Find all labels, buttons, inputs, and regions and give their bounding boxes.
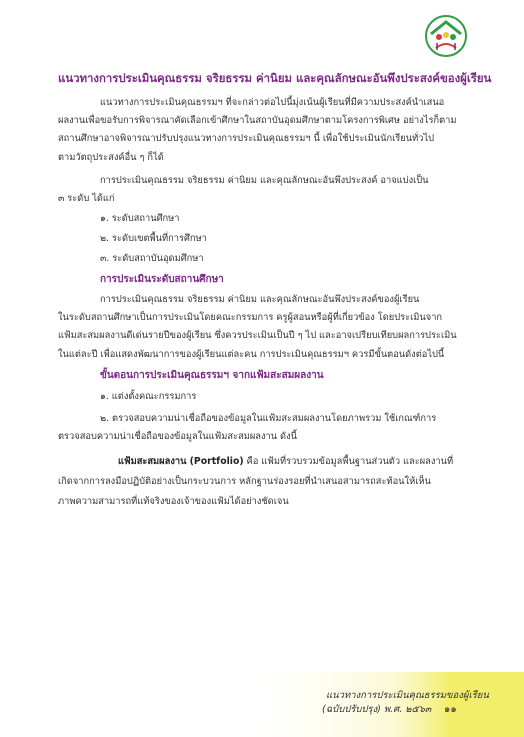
level-item: ๓. ระดับสถาบันอุดมศึกษา <box>100 253 204 264</box>
level-item: ๑. ระดับสถานศึกษา <box>100 213 180 224</box>
section1-line: ในระดับสถานศึกษาเป็นการประเมินโดยคณะกรรมการ ครูผู้สอนหรือผู้ที่เกี่ยวข้อง โดยประเมินจาก <box>58 312 443 323</box>
portfolio-term: แฟ้มสะสมผลงาน (Portfolio) <box>118 456 244 467</box>
page-title: แนวทางการประเมินคุณธรรม จริยธรรม ค่านิยม และคุณลักษณะอันพึงประสงค์ของผู้เรียน <box>58 71 492 85</box>
section-heading: ขั้นตอนการประเมินคุณธรรมฯ จากแฟ้มสะสมผลงาน <box>100 370 324 381</box>
intro-line: ผลงานเพื่อขอรับการพิจารณาคัดเลือกเข้าศึกษาในสถาบันอุดมศึกษาตามโครงการพิเศษ อย่างไรก็ตาม <box>58 115 457 126</box>
section1-line: ในแต่ละปี เพื่อแสดงพัฒนาการของผู้เรียนแต่ละคน การประเมินคุณธรรมฯ ควรมีขั้นตอนดังต่อไปนี้ <box>58 349 445 360</box>
level-item: ๒. ระดับเขตพื้นที่การศึกษา <box>100 233 207 244</box>
section1-line: แฟ้มสะสมผลงานดีเด่นรายปีของผู้เรียน ซึ่งควรประเมินเป็นปี ๆ ไป และอาจเปรียบเทียบผลการประเมิน <box>58 330 457 341</box>
section1-line: การประเมินคุณธรรม จริยธรรม ค่านิยม และคุณลักษณะอันพึงประสงค์ของผู้เรียน <box>100 294 420 305</box>
intro-line: ตามวัตถุประสงค์อื่น ๆ ก็ได้ <box>58 152 164 163</box>
intro-line: สถานศึกษาอาจพิจารณาปรับปรุงแนวทางการประเมินคุณธรรมฯ นี้ เพื่อใช้ประเมินนักเรียนทั่วไป <box>58 133 435 144</box>
section-heading: การประเมินระดับสถานศึกษา <box>100 274 224 285</box>
step-item: ๑. แต่งตั้งคณะกรรมการ <box>100 391 197 402</box>
page-number: ๑๑ <box>444 704 457 715</box>
step-item: ๒. ตรวจสอบความน่าเชื่อถือของข้อมูลในแฟ้มสะสมผลงานโดยภาพรวม ใช้เกณฑ์การ <box>100 413 437 424</box>
portfolio-definition-text: คือ แฟ้มที่รวบรวมข้อมูลพื้นฐานส่วนตัว และผลงานที่ <box>243 456 454 467</box>
organization-logo-icon <box>424 14 468 58</box>
intro-line: แนวทางการประเมินคุณธรรมฯ ที่จะกล่าวต่อไปนี้มุ่งเน้นผู้เรียนที่มีความประสงค์นำเสนอ <box>100 97 445 108</box>
portfolio-definition-line: เกิดจากการลงมือปฏิบัติอย่างเป็นกระบวนการ หลักฐานร่องรอยที่นำเสนอสามารถสะท้อนให้เห็น <box>58 476 431 487</box>
step-continuation: ตรวจสอบความน่าเชื่อถือของข้อมูลในแฟ้มสะสมผลงาน ดังนี้ <box>58 431 297 442</box>
footer-title: แนวทางการประเมินคุณธรรมของผู้เรียน <box>326 690 489 701</box>
footer-subtitle: (ฉบับปรับปรุง) พ.ศ. ๒๕๖๓ <box>322 704 432 715</box>
portfolio-definition-line: ภาพความสามารถที่แท้จริงของเจ้าของแฟ้มได้อย่างชัดเจน <box>58 496 289 507</box>
levels-intro-line: การประเมินคุณธรรม จริยธรรม ค่านิยม และคุณลักษณะอันพึงประสงค์ อาจแบ่งเป็น <box>100 175 429 186</box>
levels-intro-line: ๓ ระดับ ได้แก่ <box>58 193 115 204</box>
portfolio-definition-line <box>118 457 453 466</box>
